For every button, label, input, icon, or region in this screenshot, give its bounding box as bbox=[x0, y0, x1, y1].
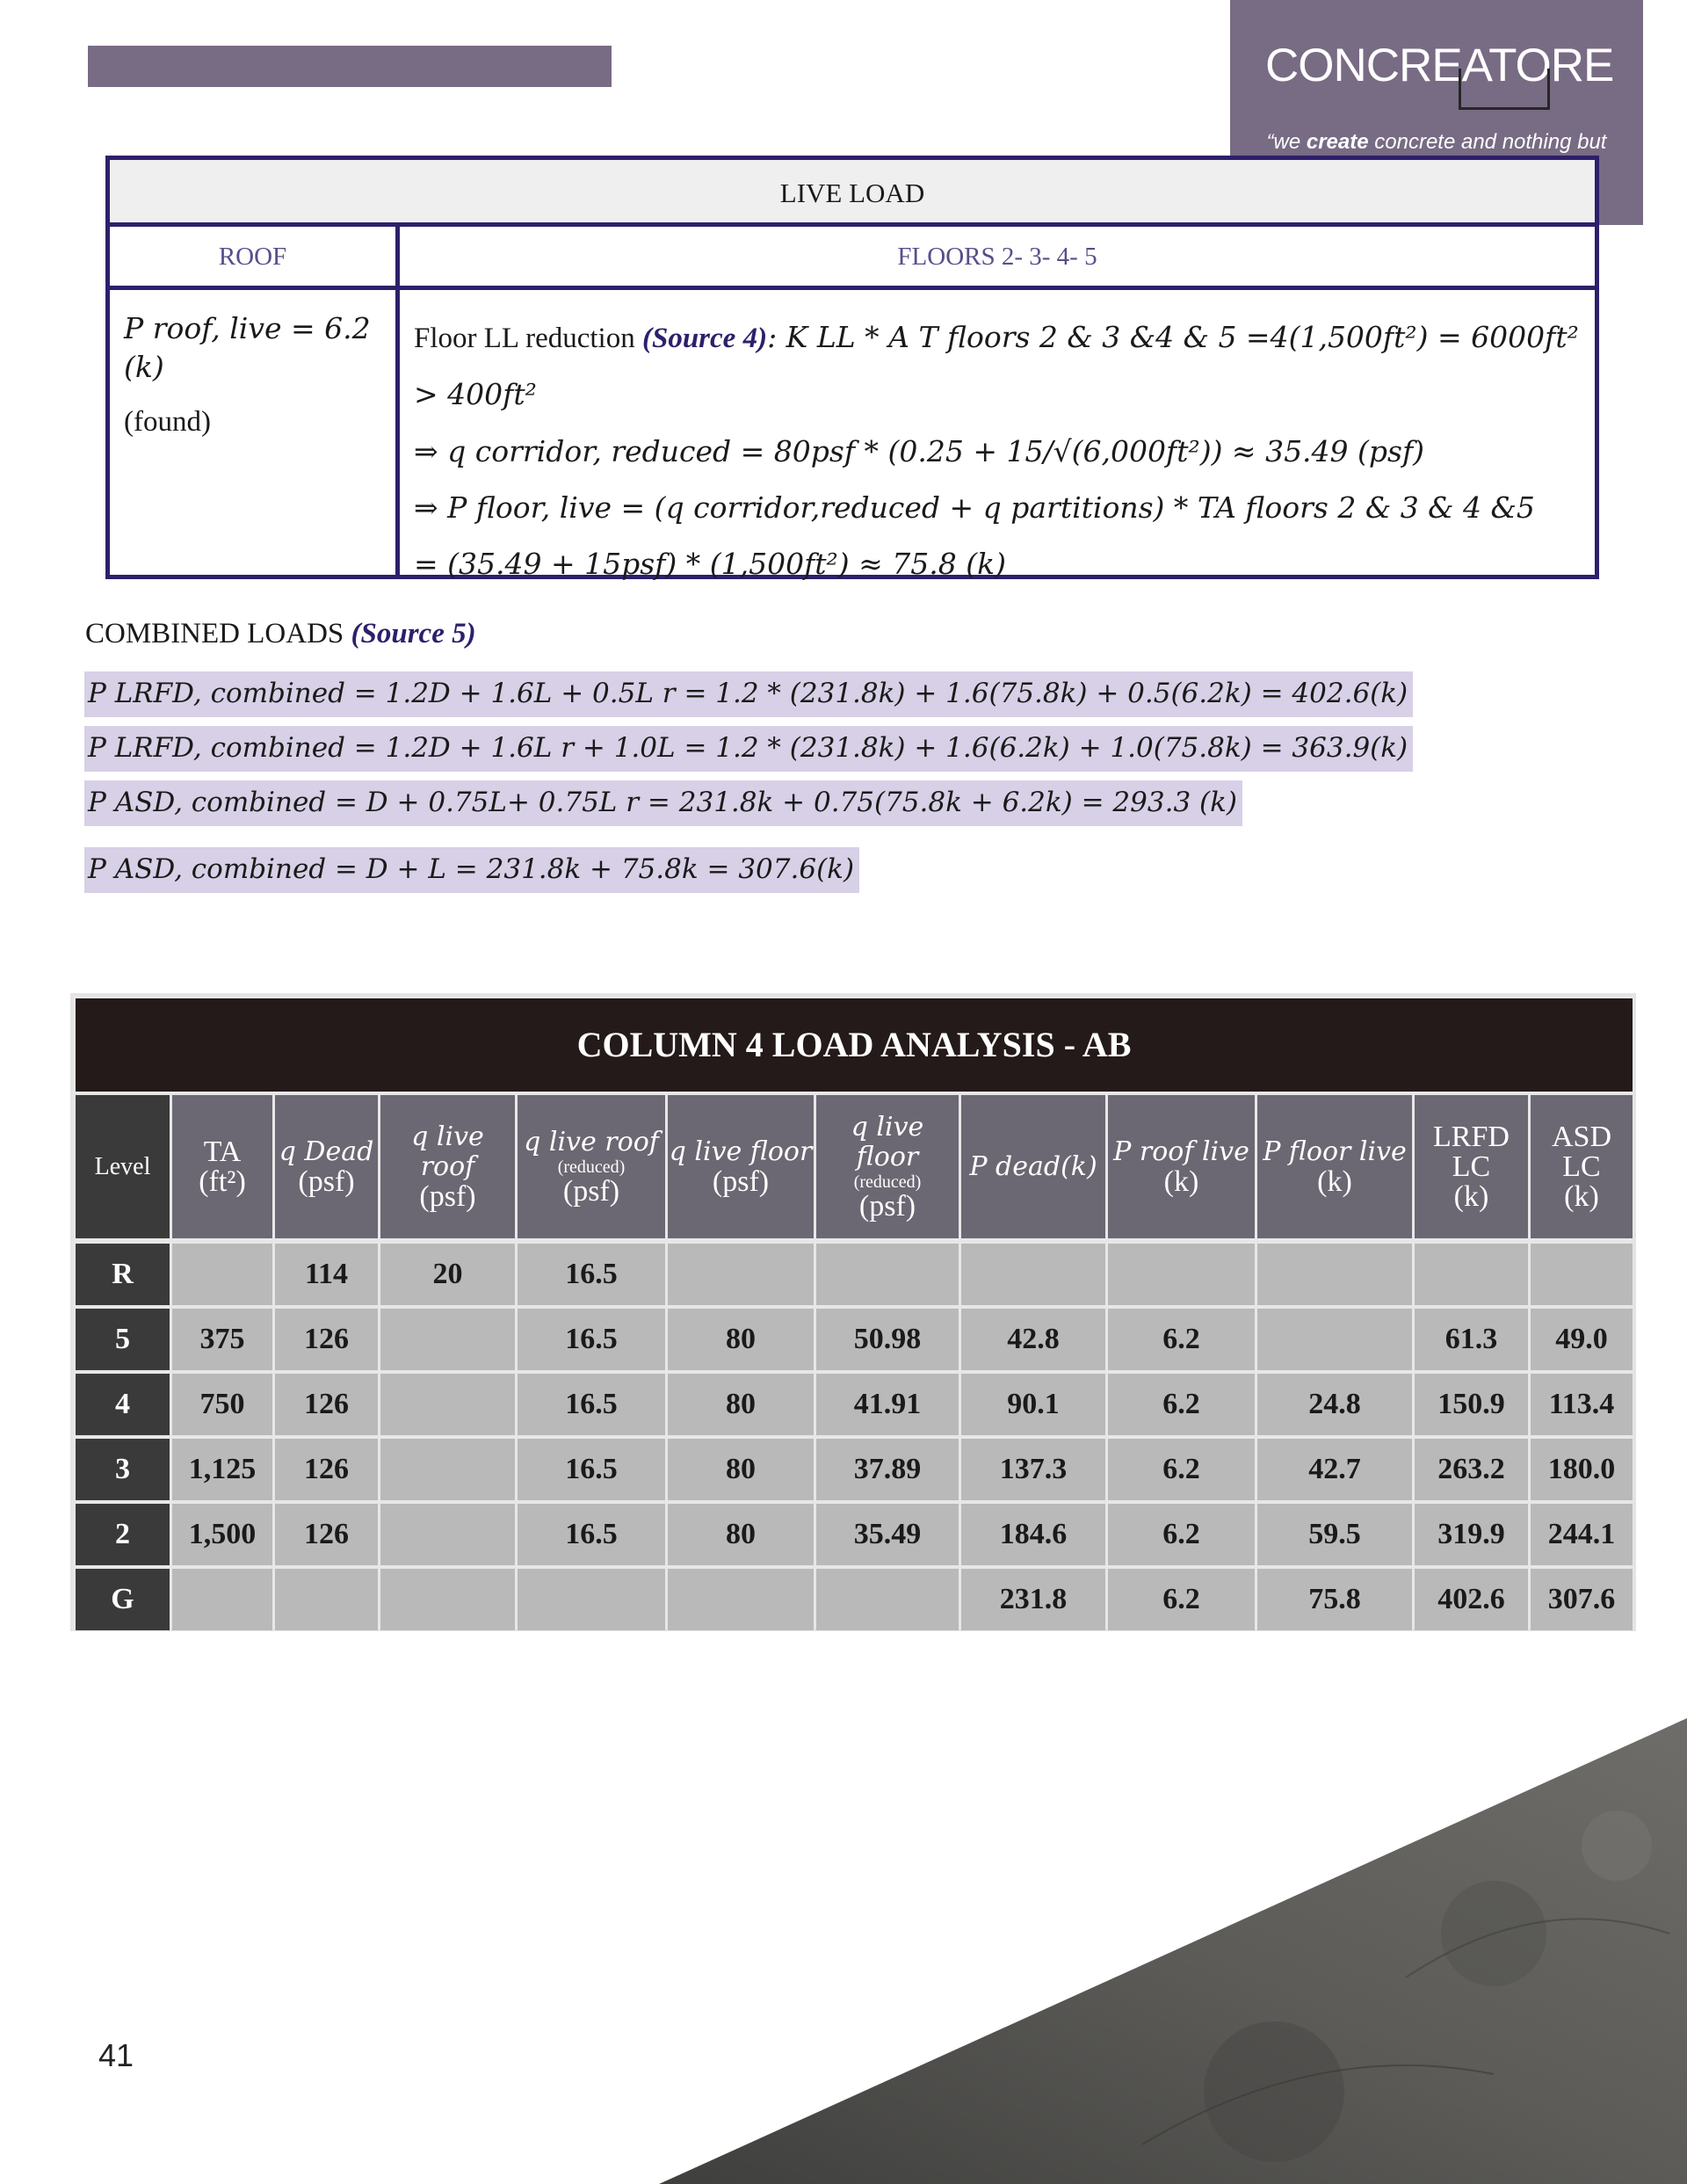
table-cell: 80 bbox=[668, 1374, 814, 1435]
table-cell: 41.91 bbox=[816, 1374, 959, 1435]
level-label-cell: 5 bbox=[76, 1309, 170, 1370]
table-cell bbox=[172, 1569, 272, 1630]
table-cell bbox=[380, 1569, 515, 1630]
table-cell: 80 bbox=[668, 1504, 814, 1565]
column-header: P floor live (k) bbox=[1257, 1095, 1412, 1238]
table-cell: 114 bbox=[275, 1244, 378, 1305]
column-header: ASD LC (k) bbox=[1531, 1095, 1633, 1238]
table-cell: 184.6 bbox=[961, 1504, 1105, 1565]
table-cell: 1,125 bbox=[172, 1439, 272, 1500]
q-corridor-line: ⇒ q corridor, reduced = 80psf * (0.25 + 15/√(6,000ft²)) ≈ 35.49 (psf) bbox=[414, 434, 1425, 468]
table-cell: 307.6 bbox=[1531, 1569, 1633, 1630]
lrfd-combo-1: P LRFD, combined = 1.2D + 1.6L + 0.5L r = 1.2 * (231.8k) + 1.6(75.8k) + 0.5(6.2k) = 402.6(k) bbox=[84, 671, 1413, 717]
table-cell: 16.5 bbox=[518, 1504, 665, 1565]
brand-logo-text: CONCREATORE bbox=[1265, 40, 1614, 91]
table-cell: 6.2 bbox=[1108, 1439, 1255, 1500]
level-label-cell: 4 bbox=[76, 1374, 170, 1435]
column-header: q live roof (reduced) (psf) bbox=[518, 1095, 665, 1238]
source-4-ref: (Source 4) bbox=[641, 323, 768, 354]
asd-combo-2: P ASD, combined = D + L = 231.8k + 75.8k = 307.6(k) bbox=[84, 847, 859, 893]
table-cell: 75.8 bbox=[1257, 1569, 1412, 1630]
brand-tagline: “we create concrete and nothing but bbox=[1266, 130, 1607, 154]
table-cell: 180.0 bbox=[1531, 1439, 1633, 1500]
level-label-cell: G bbox=[76, 1569, 170, 1630]
table-cell: 137.3 bbox=[961, 1439, 1105, 1500]
table-cell bbox=[380, 1309, 515, 1370]
p-floor-line: ⇒ P floor, live = (q corridor,reduced + q partitions) * TA floors 2 & 3 & 4 &5 bbox=[414, 490, 1535, 525]
header-title-bar bbox=[88, 46, 612, 87]
roof-note: (found) bbox=[124, 406, 211, 438]
column-header: TA (ft²) bbox=[172, 1095, 272, 1238]
roof-cell bbox=[110, 290, 400, 575]
table-cell bbox=[518, 1569, 665, 1630]
table-cell: 24.8 bbox=[1257, 1374, 1412, 1435]
table-cell: 402.6 bbox=[1415, 1569, 1528, 1630]
table-cell: 375 bbox=[172, 1309, 272, 1370]
table-cell bbox=[961, 1244, 1105, 1305]
table-cell: 20 bbox=[380, 1244, 515, 1305]
table-cell: 6.2 bbox=[1108, 1504, 1255, 1565]
table-cell: 126 bbox=[275, 1374, 378, 1435]
column-header: P roof live (k) bbox=[1108, 1095, 1255, 1238]
roof-live-load-value: P roof, live = 6.2 (k) bbox=[124, 311, 371, 384]
table-cell: 113.4 bbox=[1531, 1374, 1633, 1435]
level-label-cell: 2 bbox=[76, 1504, 170, 1565]
table-cell: 90.1 bbox=[961, 1374, 1105, 1435]
table-cell: 319.9 bbox=[1415, 1504, 1528, 1565]
live-load-title: LIVE LOAD bbox=[110, 160, 1595, 227]
table-cell bbox=[380, 1504, 515, 1565]
table-cell: 35.49 bbox=[816, 1504, 959, 1565]
table-cell: 244.1 bbox=[1531, 1504, 1633, 1565]
floors-header: FLOORS 2- 3- 4- 5 bbox=[400, 227, 1595, 290]
lrfd-combo-2: P LRFD, combined = 1.2D + 1.6L r + 1.0L = 1.2 * (231.8k) + 1.6(6.2k) + 1.0(75.8k) = 363.9(k) bbox=[84, 726, 1413, 772]
table-cell: 750 bbox=[172, 1374, 272, 1435]
table-cell bbox=[1257, 1309, 1412, 1370]
level-label-cell: 3 bbox=[76, 1439, 170, 1500]
logo-bracket-icon bbox=[1459, 69, 1550, 110]
column-header: q live floor (psf) bbox=[668, 1095, 814, 1238]
table-cell: 16.5 bbox=[518, 1244, 665, 1305]
table-cell: 263.2 bbox=[1415, 1439, 1528, 1500]
column-header: LRFD LC (k) bbox=[1415, 1095, 1528, 1238]
table-cell bbox=[380, 1439, 515, 1500]
table-cell: 6.2 bbox=[1108, 1309, 1255, 1370]
table-cell bbox=[172, 1244, 272, 1305]
column-load-table bbox=[70, 993, 1636, 1631]
table-cell bbox=[668, 1569, 814, 1630]
table-cell: 59.5 bbox=[1257, 1504, 1412, 1565]
table-cell: 42.7 bbox=[1257, 1439, 1412, 1500]
table-cell: 16.5 bbox=[518, 1374, 665, 1435]
p-floor-result-line: = (35.49 + 15psf) * (1,500ft²) ≈ 75.8 (k) bbox=[414, 547, 1007, 581]
column-header: q live floor (reduced) (psf) bbox=[816, 1095, 959, 1238]
column-header: q live roof (psf) bbox=[380, 1095, 515, 1238]
table-cell: 50.98 bbox=[816, 1309, 959, 1370]
table-cell: 42.8 bbox=[961, 1309, 1105, 1370]
table-cell: 80 bbox=[668, 1309, 814, 1370]
table-cell bbox=[1415, 1244, 1528, 1305]
table-cell: 126 bbox=[275, 1309, 378, 1370]
table-cell bbox=[816, 1569, 959, 1630]
table-cell: 126 bbox=[275, 1439, 378, 1500]
floors-cell bbox=[400, 290, 1595, 581]
table-cell bbox=[1531, 1244, 1633, 1305]
table-cell: 1,500 bbox=[172, 1504, 272, 1565]
table-cell bbox=[1257, 1244, 1412, 1305]
level-label-cell: R bbox=[76, 1244, 170, 1305]
column-table-title: COLUMN 4 LOAD ANALYSIS - AB bbox=[76, 998, 1633, 1092]
column-header: q Dead (psf) bbox=[275, 1095, 378, 1238]
table-cell: 37.89 bbox=[816, 1439, 959, 1500]
asd-combo-1: P ASD, combined = D + 0.75L+ 0.75L r = 231.8k + 0.75(75.8k + 6.2k) = 293.3 (k) bbox=[84, 780, 1242, 826]
table-cell: 16.5 bbox=[518, 1439, 665, 1500]
page-number: 41 bbox=[98, 2037, 134, 2073]
table-cell: 61.3 bbox=[1415, 1309, 1528, 1370]
table-cell: 80 bbox=[668, 1439, 814, 1500]
table-cell: 49.0 bbox=[1531, 1309, 1633, 1370]
table-cell bbox=[1108, 1244, 1255, 1305]
table-cell: 6.2 bbox=[1108, 1569, 1255, 1630]
table-cell: 150.9 bbox=[1415, 1374, 1528, 1435]
table-cell bbox=[275, 1569, 378, 1630]
table-cell: 126 bbox=[275, 1504, 378, 1565]
column-header: P dead(k) bbox=[961, 1095, 1105, 1238]
ll-reduction-line: Floor LL reduction (Source 4): K LL * A T floors 2 & 3 &4 & 5 =4(1,500ft²) = 6000ft² > 400ft² bbox=[414, 320, 1579, 411]
combined-loads-heading: COMBINED LOADS (Source 5) bbox=[85, 618, 476, 649]
live-load-table bbox=[105, 156, 1599, 579]
column-header: Level bbox=[76, 1095, 170, 1238]
table-cell bbox=[380, 1374, 515, 1435]
table-cell: 6.2 bbox=[1108, 1374, 1255, 1435]
table-cell: 231.8 bbox=[961, 1569, 1105, 1630]
table-cell: 16.5 bbox=[518, 1309, 665, 1370]
table-cell bbox=[816, 1244, 959, 1305]
table-cell bbox=[668, 1244, 814, 1305]
roof-header: ROOF bbox=[110, 227, 400, 290]
